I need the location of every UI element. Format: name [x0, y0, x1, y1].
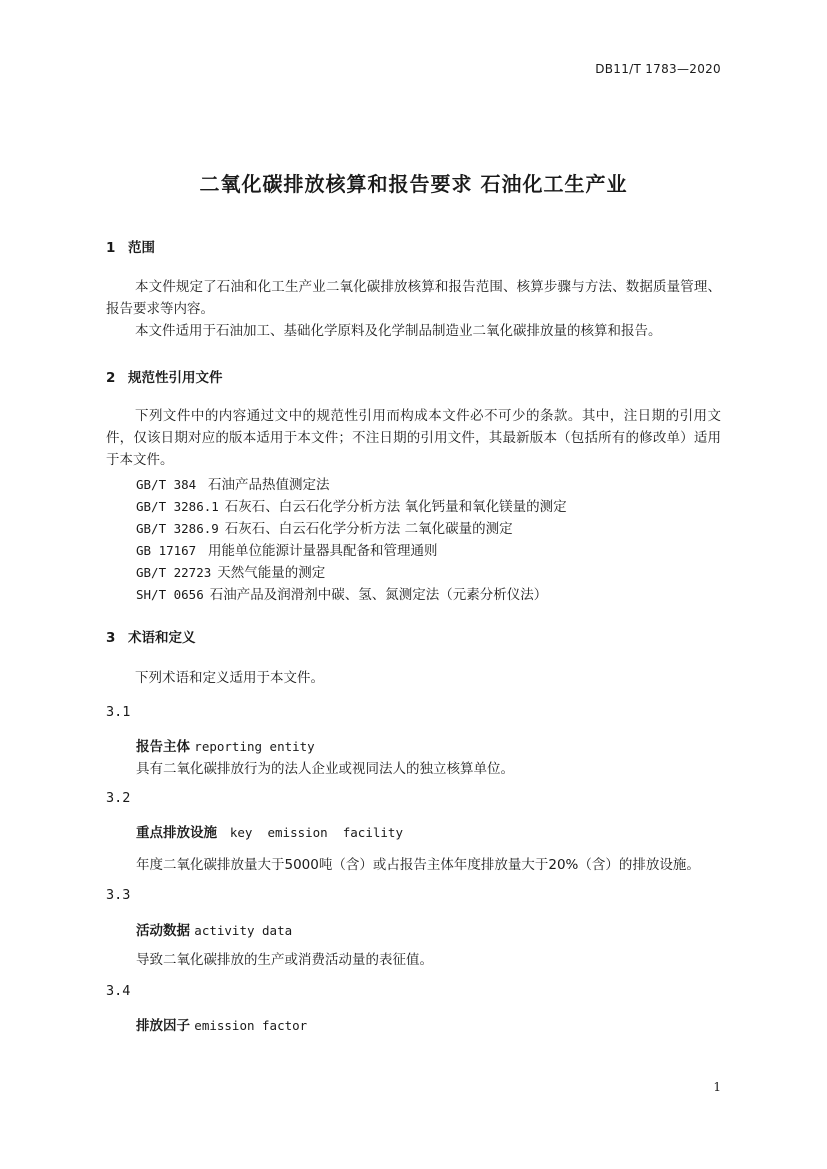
section-title: 范围 [128, 240, 155, 256]
term-definition: 导致二氧化碳排放的生产或消费活动量的表征值。 [136, 952, 433, 968]
reference-title: 石油产品热值测定法 [208, 477, 330, 493]
section-3-heading [106, 626, 196, 646]
term-en: key emission facility [229, 825, 403, 840]
reference-item [136, 539, 438, 559]
section-title: 术语和定义 [128, 630, 196, 646]
reference-title: 石油产品及润滑剂中碳、氢、氮测定法（元素分析仪法） [209, 587, 548, 603]
term-number: 3.4 [106, 983, 131, 999]
reference-item [136, 495, 567, 515]
reference-item [136, 517, 513, 537]
reference-code: SH/T 0656 [136, 587, 204, 602]
term-zh: 重点排放设施 [136, 825, 217, 841]
document-title: 二氧化碳排放核算和报告要求 石油化工生产业 [199, 172, 628, 196]
term-zh: 活动数据 [136, 923, 190, 939]
document-code: DB11/T 1783—2020 [595, 62, 721, 76]
section-number: 1 [106, 240, 116, 256]
term-en: emission factor [194, 1018, 308, 1033]
terms-intro: 下列术语和定义适用于本文件。 [135, 670, 324, 686]
term-heading [136, 1014, 307, 1034]
term-zh: 报告主体 [136, 739, 190, 755]
reference-code: GB/T 3286.9 [136, 521, 219, 536]
page-number: 1 [713, 1080, 721, 1094]
term-heading [136, 735, 315, 755]
section-number: 2 [106, 370, 116, 386]
term-heading [136, 821, 403, 841]
term-zh: 排放因子 [136, 1018, 190, 1034]
section-number: 3 [106, 630, 116, 646]
reference-item [136, 583, 547, 603]
reference-title: 石灰石、白云石化学分析方法 氧化钙量和氧化镁量的测定 [224, 499, 567, 515]
reference-code: GB/T 3286.1 [136, 499, 219, 514]
normative-refs-intro: 下列文件中的内容通过文中的规范性引用而构成本文件必不可少的条款。其中，注日期的引用文件，仅该日期对应的版本适用于本文件；不注日期的引用文件，其最新版本（包括所有的修改单）适用于本文件。 [106, 408, 721, 468]
term-definition: 具有二氧化碳排放行为的法人企业或视同法人的独立核算单位。 [136, 761, 514, 777]
reference-code: GB/T 22723 [136, 565, 212, 580]
reference-title: 石灰石、白云石化学分析方法 二氧化碳量的测定 [224, 521, 513, 537]
section-1-heading [106, 236, 155, 256]
term-en: activity data [194, 923, 293, 938]
reference-code: GB 17167 [136, 543, 197, 558]
term-number: 3.2 [106, 790, 131, 806]
term-en: reporting entity [194, 739, 315, 754]
reference-code: GB/T 384 [136, 477, 197, 492]
reference-title: 用能单位能源计量器具配备和管理通则 [208, 543, 438, 559]
section-title: 规范性引用文件 [128, 370, 223, 386]
reference-item [136, 561, 325, 581]
term-heading [136, 919, 292, 939]
term-number: 3.3 [106, 887, 131, 903]
reference-item [136, 473, 330, 493]
scope-paragraph-1: 本文件规定了石油和化工生产业二氧化碳排放核算和报告范围、核算步骤与方法、数据质量管理、报告要求等内容。 [106, 279, 721, 317]
reference-title: 天然气能量的测定 [217, 565, 326, 581]
term-number: 3.1 [106, 704, 131, 720]
section-2-heading [106, 366, 223, 386]
scope-paragraph-2: 本文件适用于石油加工、基础化学原料及化学制品制造业二氧化碳排放量的核算和报告。 [135, 323, 662, 339]
term-definition: 年度二氧化碳排放量大于5000吨（含）或占报告主体年度排放量大于20%（含）的排放设施。 [136, 857, 700, 873]
